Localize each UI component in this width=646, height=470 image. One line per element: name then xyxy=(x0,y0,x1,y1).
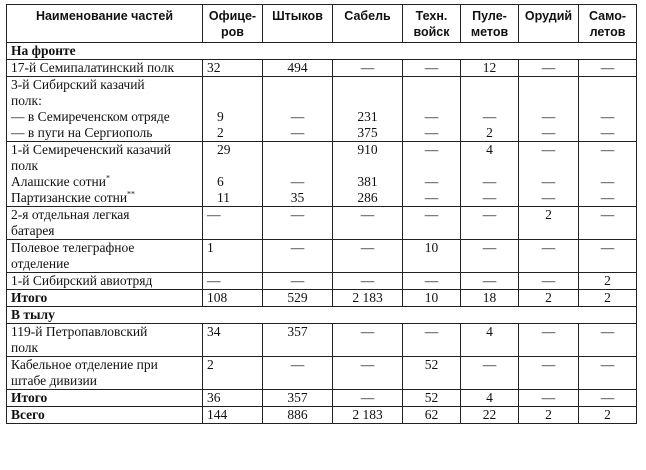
unit-name: 1-й Сибирский авиотряд xyxy=(7,273,203,290)
cell-sabres: 2 183 xyxy=(333,290,403,307)
cell-sabres: — xyxy=(333,207,403,240)
cell-planes: 2 xyxy=(579,290,637,307)
cell-sabres: — xyxy=(333,390,403,407)
table-row xyxy=(7,207,637,240)
table-row xyxy=(7,240,637,273)
cell-tech: 52 xyxy=(403,357,461,390)
header-bayonets: Штыков xyxy=(263,5,333,43)
cell-bayonets: — — xyxy=(263,77,333,142)
unit-name: 119-й Петропавловский полк xyxy=(7,324,203,357)
cell-mg: 4 xyxy=(461,390,519,407)
cell-tech: — xyxy=(403,207,461,240)
header-sabres: Сабель xyxy=(333,5,403,43)
unit-name: 1-й Семиреченский казачий полк Алашские сотни* Партизанские сотни** xyxy=(7,142,203,207)
cell-planes: — — — xyxy=(579,142,637,207)
table-row xyxy=(7,142,637,207)
table-row xyxy=(7,60,637,77)
cell-tech: — — xyxy=(403,77,461,142)
header-planes: Само- летов xyxy=(579,5,637,43)
cell-planes: — xyxy=(579,357,637,390)
total-label: Итого xyxy=(7,390,203,407)
total-row-rear xyxy=(7,390,637,407)
section-row-front xyxy=(7,43,637,60)
unit-name: Кабельное отделение при штабе дивизии xyxy=(7,357,203,390)
cell-officers: 29 6 11 xyxy=(203,142,263,207)
cell-planes: — xyxy=(579,207,637,240)
cell-tech: 52 xyxy=(403,390,461,407)
cell-mg: 4 xyxy=(461,324,519,357)
header-officers: Офице- ров xyxy=(203,5,263,43)
cell-guns: 2 xyxy=(519,207,579,240)
cell-officers: — xyxy=(203,273,263,290)
cell-officers: 36 xyxy=(203,390,263,407)
header-guns: Орудий xyxy=(519,5,579,43)
cell-bayonets: 357 xyxy=(263,324,333,357)
cell-guns: 2 xyxy=(519,407,579,424)
cell-mg: 12 xyxy=(461,60,519,77)
table-row xyxy=(7,77,637,142)
cell-officers: 9 2 xyxy=(203,77,263,142)
cell-bayonets: 357 xyxy=(263,390,333,407)
section-title: В тылу xyxy=(7,307,637,324)
document-page xyxy=(6,4,636,424)
cell-tech: — — — xyxy=(403,142,461,207)
header-mg: Пуле- метов xyxy=(461,5,519,43)
unit-name: Полевое телеграфное отделение xyxy=(7,240,203,273)
cell-sabres: 2 183 xyxy=(333,407,403,424)
unit-name: 17-й Семипалатинский полк xyxy=(7,60,203,77)
cell-planes: — xyxy=(579,60,637,77)
cell-planes: — xyxy=(579,324,637,357)
unit-name: 2-я отдельная легкая батарея xyxy=(7,207,203,240)
table-row xyxy=(7,273,637,290)
cell-bayonets: 886 xyxy=(263,407,333,424)
cell-mg: — xyxy=(461,207,519,240)
cell-sabres: 231 375 xyxy=(333,77,403,142)
unit-name: 3-й Сибирский казачий полк: — в Семиреченском отряде — в пуги на Сергиополь xyxy=(7,77,203,142)
header-tech: Техн. войск xyxy=(403,5,461,43)
table-row xyxy=(7,357,637,390)
cell-sabres: — xyxy=(333,357,403,390)
cell-guns: — xyxy=(519,60,579,77)
cell-mg: — xyxy=(461,357,519,390)
cell-bayonets: 529 xyxy=(263,290,333,307)
cell-guns: — xyxy=(519,324,579,357)
cell-planes: — — xyxy=(579,77,637,142)
cell-guns: — xyxy=(519,390,579,407)
cell-mg: 18 xyxy=(461,290,519,307)
cell-guns: — xyxy=(519,273,579,290)
cell-tech: — xyxy=(403,60,461,77)
cell-bayonets: — xyxy=(263,357,333,390)
cell-guns: — — — xyxy=(519,142,579,207)
cell-officers: 108 xyxy=(203,290,263,307)
cell-bayonets: — 35 xyxy=(263,142,333,207)
cell-mg: — xyxy=(461,240,519,273)
cell-officers: 32 xyxy=(203,60,263,77)
cell-bayonets: — xyxy=(263,240,333,273)
cell-mg: — 2 xyxy=(461,77,519,142)
header-units: Наименование частей xyxy=(7,5,203,43)
grand-total-row xyxy=(7,407,637,424)
cell-guns: — — xyxy=(519,77,579,142)
cell-officers: 1 xyxy=(203,240,263,273)
cell-bayonets: — xyxy=(263,273,333,290)
units-table xyxy=(6,4,637,424)
cell-officers: 2 xyxy=(203,357,263,390)
cell-guns: — xyxy=(519,357,579,390)
grand-total-label: Всего xyxy=(7,407,203,424)
cell-sabres: — xyxy=(333,240,403,273)
cell-planes: 2 xyxy=(579,273,637,290)
cell-tech: 62 xyxy=(403,407,461,424)
cell-tech: — xyxy=(403,273,461,290)
cell-planes: — xyxy=(579,390,637,407)
section-row-rear xyxy=(7,307,637,324)
cell-tech: 10 xyxy=(403,240,461,273)
cell-sabres: — xyxy=(333,324,403,357)
cell-sabres: — xyxy=(333,60,403,77)
cell-planes: — xyxy=(579,240,637,273)
cell-bayonets: — xyxy=(263,207,333,240)
total-row-front xyxy=(7,290,637,307)
cell-guns: 2 xyxy=(519,290,579,307)
cell-guns: — xyxy=(519,240,579,273)
cell-sabres: — xyxy=(333,273,403,290)
cell-tech: — xyxy=(403,324,461,357)
footnote-marker: ** xyxy=(127,189,136,199)
header-row xyxy=(7,5,637,43)
cell-officers: 34 xyxy=(203,324,263,357)
cell-mg: 22 xyxy=(461,407,519,424)
total-label: Итого xyxy=(7,290,203,307)
footnote-marker: * xyxy=(105,173,110,183)
cell-mg: 4 — — xyxy=(461,142,519,207)
table-row xyxy=(7,324,637,357)
cell-officers: — xyxy=(203,207,263,240)
cell-planes: 2 xyxy=(579,407,637,424)
cell-officers: 144 xyxy=(203,407,263,424)
section-title: На фронте xyxy=(7,43,637,60)
cell-bayonets: 494 xyxy=(263,60,333,77)
cell-mg: — xyxy=(461,273,519,290)
cell-tech: 10 xyxy=(403,290,461,307)
cell-sabres: 910 381 286 xyxy=(333,142,403,207)
